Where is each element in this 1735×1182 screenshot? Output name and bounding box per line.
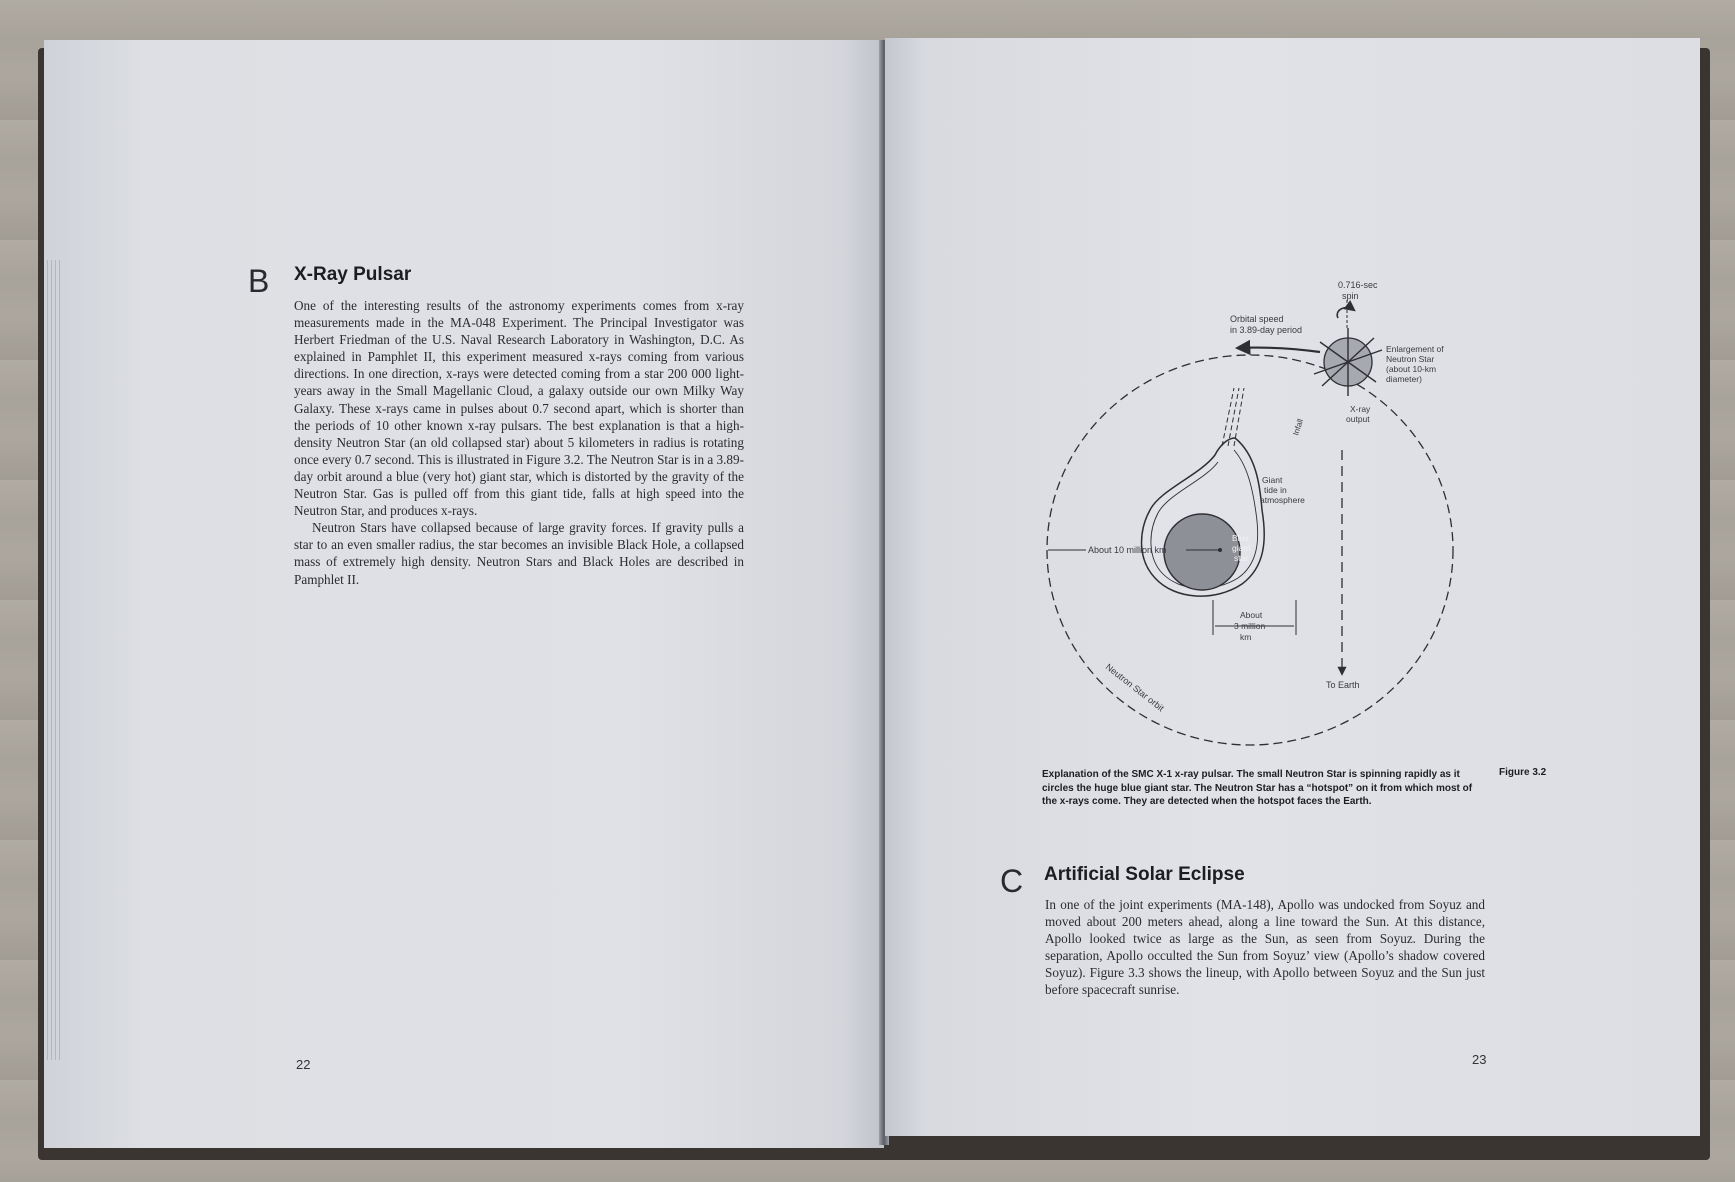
label-star-size: About xyxy=(1240,610,1263,620)
label-spin: 0.716-sec xyxy=(1338,280,1378,290)
label-giant-tide: tide in xyxy=(1264,485,1287,495)
spin-arrow xyxy=(1337,308,1354,318)
infall-stream xyxy=(1234,388,1244,446)
orbital-speed-arrow xyxy=(1238,348,1320,352)
label-enlargement: Enlargement of xyxy=(1386,344,1444,354)
figure-caption: Explanation of the SMC X-1 x-ray pulsar. The small Neutron Star is spinning rapidly as it circles the huge blue giant star. The Neutron Star has a “hotspot” on it from which most of the x-rays come. They are detected when the hotspot faces the Earth. xyxy=(1042,769,1473,807)
label-star-size: 3 million xyxy=(1234,621,1266,631)
figure-label: Figure 3.2 xyxy=(1499,767,1547,778)
figure-diagram xyxy=(1020,270,1470,760)
label-star-size: km xyxy=(1240,632,1252,642)
label-giant-tide: Giant xyxy=(1262,475,1283,485)
label-distance: About 10 million km xyxy=(1088,545,1167,555)
label-infall: Infall xyxy=(1291,417,1306,437)
neutron-star xyxy=(1314,328,1382,396)
section-letter-c: C xyxy=(1000,863,1024,899)
section-c-body xyxy=(1045,896,1485,999)
label-xray-output: X-ray xyxy=(1350,404,1371,414)
label-enlargement: diameter) xyxy=(1386,374,1422,384)
section-letter-b: B xyxy=(248,263,270,299)
label-enlargement: Neutron Star xyxy=(1386,354,1435,364)
label-blue-giant: Blue xyxy=(1232,533,1250,543)
label-orbit: Neutron Star orbit xyxy=(1103,661,1166,714)
page-number: 22 xyxy=(296,1057,311,1072)
infall-stream xyxy=(1222,388,1234,446)
paragraph: In one of the joint experiments (MA-148), Apollo was undocked from Soyuz and moved about 200 meters ahead, along a line toward the Sun. At this distance, Apollo looked twice as large as the Sun, as seen from Soyuz. During the separation, Apollo occulted the Sun from Soyuz’ view (Apollo’s shadow covered Soyuz). Figure 3.3 shows the lineup, with Apollo between Soyuz and the Sun just before spacecraft sunrise. xyxy=(1045,897,1485,998)
page-edge-lines xyxy=(44,260,64,1060)
left-page xyxy=(44,40,884,1148)
section-title-xray-pulsar: X-Ray Pulsar xyxy=(294,264,412,285)
section-title-artificial-solar-eclipse: Artificial Solar Eclipse xyxy=(1044,864,1245,885)
paragraph: Neutron Stars have collapsed because of large gravity forces. If gravity pulls a star to an even smaller radius, the star becomes an invisible Black Hole, a collapsed mass of extremely high density. Neutron Stars and Black Holes are described in Pamphlet II. xyxy=(294,520,744,587)
section-b-body xyxy=(294,297,744,588)
label-to-earth: To Earth xyxy=(1326,680,1360,690)
label-orbital-speed: in 3.89-day period xyxy=(1230,325,1303,335)
label-xray-output: output xyxy=(1346,414,1370,424)
label-blue-giant: star xyxy=(1234,553,1249,563)
infall-stream xyxy=(1228,388,1239,446)
label-orbital-speed: Orbital speed xyxy=(1230,314,1284,324)
label-spin: spin xyxy=(1342,291,1359,301)
paragraph: One of the interesting results of the astronomy experiments comes from x-ray measurements made in the MA-048 Experiment. The Principal Investigator was Herbert Friedman of the U.S. Naval Research Laboratory in Washington, D.C. As explained in Pamphlet II, this experiment measured x-rays coming from various directions. In one direction, x-rays were detected coming from a star 200 000 light-years away in the Small Magellanic Cloud, a galaxy outside our own Milky Way Galaxy. These x-rays came in pulses about 0.7 second apart, which is shorter than the periods of 10 other known x-ray pulsars. The best explanation is that a high-density Neutron Star (an old collapsed star) about 5 kilometers in radius is rotating once every 0.7 second. This is illustrated in Figure 3.2. The Neutron Star is in a 3.89-day orbit around a blue (very hot) giant star, which is distorted by the gravity of the Neutron Star. Gas is pulled off from this giant tide, falls at high speed into the Neutron Star, and produces x-rays. xyxy=(294,298,744,519)
label-giant-tide: atmosphere xyxy=(1260,495,1305,505)
label-blue-giant: giant xyxy=(1232,543,1251,553)
blue-giant-star xyxy=(1164,514,1240,590)
page-number: 23 xyxy=(1472,1052,1487,1067)
label-enlargement: (about 10-km xyxy=(1386,364,1437,374)
